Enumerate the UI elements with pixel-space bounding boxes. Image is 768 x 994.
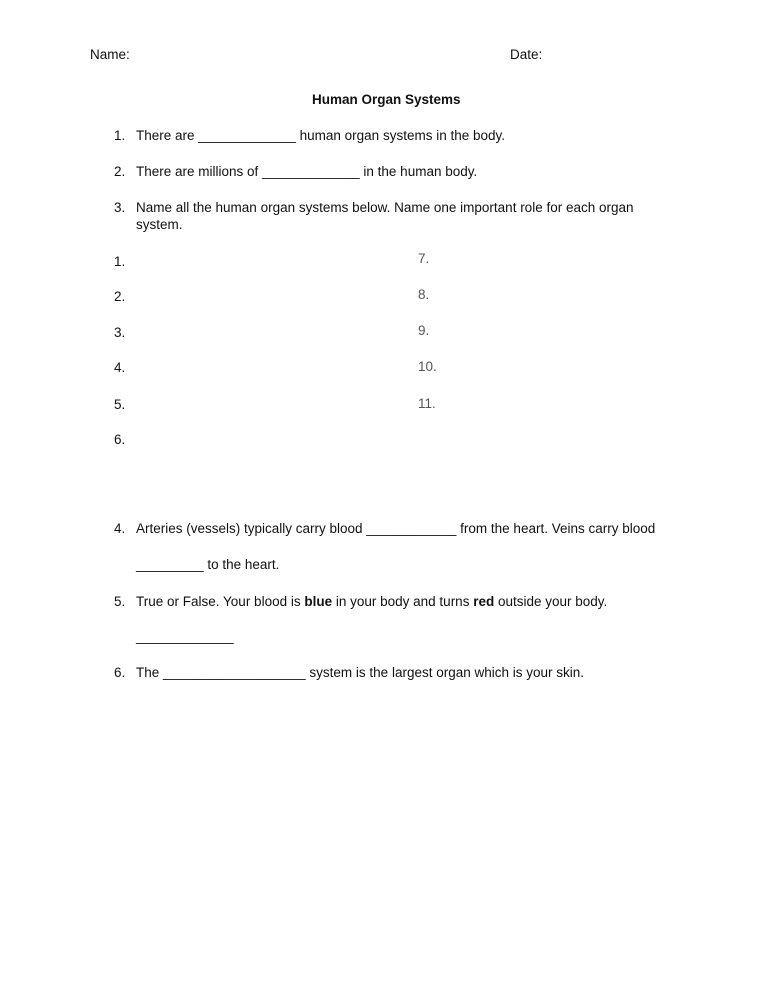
question-4-line-2: _________ to the heart. — [136, 557, 280, 572]
page-title: Human Organ Systems — [312, 92, 461, 107]
list-item-left: 4. — [114, 360, 126, 375]
question-3-line-2: system. — [136, 217, 183, 232]
question-4-line-1: Arteries (vessels) typically carry blood ____________ from the heart. Veins carry blood — [136, 521, 656, 536]
list-item-right: 7. — [418, 251, 430, 266]
question-3-number: 3. — [114, 200, 126, 215]
list-item-left: 6. — [114, 432, 126, 447]
bold-word-red: red — [473, 594, 495, 609]
question-1-text: There are _____________ human organ systems in the body. — [136, 128, 505, 143]
question-6-text: The ___________________ system is the largest organ which is your skin. — [136, 665, 585, 680]
list-item-right: 11. — [418, 396, 436, 411]
list-item-left: 2. — [114, 289, 126, 304]
list-item-left: 3. — [114, 325, 126, 340]
question-2-text: There are millions of _____________ in the human body. — [136, 164, 478, 179]
name-label: Name: — [90, 47, 130, 62]
date-label: Date: — [510, 47, 543, 62]
question-6-number: 6. — [114, 665, 126, 680]
bold-word-blue: blue — [304, 594, 333, 609]
list-item-right: 9. — [418, 323, 430, 338]
list-item-left: 5. — [114, 397, 126, 412]
list-item-right: 10. — [418, 359, 437, 374]
question-5-number: 5. — [114, 594, 126, 609]
list-item-left: 1. — [114, 254, 126, 269]
question-5-text: True or False. Your blood is blue in your body and turns red outside your body. — [136, 594, 608, 609]
question-1-number: 1. — [114, 128, 126, 143]
question-4-number: 4. — [114, 521, 126, 536]
question-2-number: 2. — [114, 164, 126, 179]
question-5-answer-blank: _____________ — [136, 629, 234, 644]
list-item-right: 8. — [418, 287, 430, 302]
question-3-line-1: Name all the human organ systems below. Name one important role for each organ — [136, 200, 634, 215]
